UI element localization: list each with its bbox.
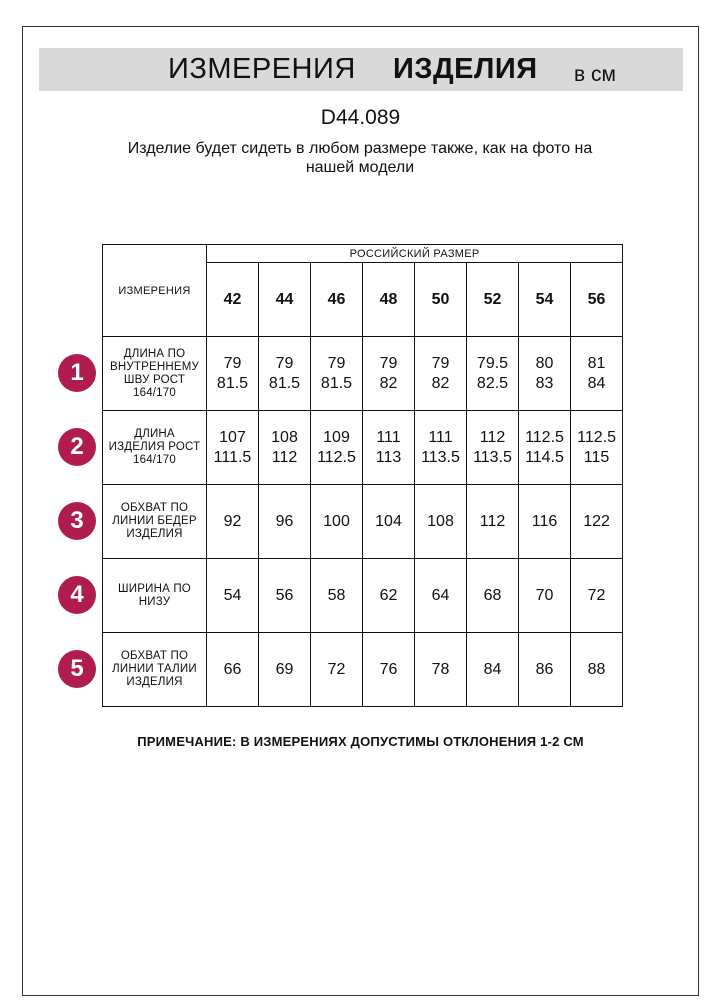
size-52: 52 xyxy=(467,263,519,337)
cell-value: 78 xyxy=(431,660,450,678)
title-banner xyxy=(39,48,683,91)
cell-value: 83 xyxy=(535,374,554,392)
fit-note: Изделие будет сидеть в любом размере также, как на фото на нашей модели xyxy=(127,140,593,176)
cell-value: 79 xyxy=(223,354,242,372)
product-code: D44.089 xyxy=(320,106,401,129)
cell-value: 76 xyxy=(379,660,398,678)
value-cell xyxy=(207,633,259,707)
value-cell xyxy=(415,485,467,559)
size-46: 46 xyxy=(311,263,363,337)
row-number-badge: 1 xyxy=(58,354,96,392)
cell-value: 79 xyxy=(431,354,450,372)
title-unit: в см xyxy=(574,63,616,86)
cell-value: 111 xyxy=(376,428,401,446)
cell-value: 79 xyxy=(327,354,346,372)
cell-value: 62 xyxy=(379,586,398,604)
cell-value: 116 xyxy=(531,512,558,530)
cell-value: 112.5 xyxy=(577,428,616,446)
size-48: 48 xyxy=(363,263,415,337)
value-cell xyxy=(519,485,571,559)
tolerance-note: ПРИМЕЧАНИЕ: В ИЗМЕРЕНИЯХ ДОПУСТИМЫ ОТКЛОНЕНИЯ 1-2 СМ xyxy=(137,734,584,749)
value-cell xyxy=(519,633,571,707)
cell-value: 68 xyxy=(483,586,502,604)
value-cell xyxy=(311,559,363,633)
cell-value: 84 xyxy=(483,660,502,678)
value-cell xyxy=(363,633,415,707)
cell-value: 86 xyxy=(535,660,554,678)
cell-value: 80 xyxy=(535,354,554,372)
cell-value: 113.5 xyxy=(473,448,512,466)
value-cell xyxy=(519,411,571,485)
cell-value: 96 xyxy=(275,512,294,530)
cell-value: 79.5 xyxy=(476,354,509,372)
value-cell xyxy=(571,485,623,559)
row-number-badge: 2 xyxy=(58,428,96,466)
row-label: ДЛИНА ИЗДЕЛИЯ РОСТ 164/170 xyxy=(103,411,207,485)
cell-value: 72 xyxy=(587,586,606,604)
size-50: 50 xyxy=(415,263,467,337)
table-row xyxy=(103,633,623,707)
value-cell xyxy=(311,337,363,411)
value-cell xyxy=(259,411,311,485)
table-row xyxy=(103,337,623,411)
value-cell xyxy=(311,633,363,707)
cell-value: 109 xyxy=(323,428,350,446)
value-cell xyxy=(571,411,623,485)
size-44: 44 xyxy=(259,263,311,337)
value-cell xyxy=(571,559,623,633)
value-cell xyxy=(467,559,519,633)
cell-value: 114.5 xyxy=(525,448,564,466)
value-cell xyxy=(311,485,363,559)
cell-value: 112 xyxy=(479,512,506,530)
title-word-measurements: ИЗМЕРЕНИЯ xyxy=(168,53,356,85)
russian-size-header: РОССИЙСКИЙ РАЗМЕР xyxy=(207,245,623,263)
row-number-badge: 5 xyxy=(58,650,96,688)
measurements-header: ИЗМЕРЕНИЯ xyxy=(103,245,207,337)
value-cell xyxy=(415,411,467,485)
cell-value: 108 xyxy=(427,512,454,530)
cell-value: 108 xyxy=(271,428,298,446)
value-cell xyxy=(207,411,259,485)
cell-value: 81 xyxy=(587,354,606,372)
table-row xyxy=(103,559,623,633)
cell-value: 113 xyxy=(375,448,402,466)
value-cell xyxy=(363,485,415,559)
value-cell xyxy=(363,411,415,485)
value-cell xyxy=(259,633,311,707)
row-label: ШИРИНА ПО НИЗУ xyxy=(103,559,207,633)
value-cell xyxy=(467,337,519,411)
cell-value: 122 xyxy=(583,512,610,530)
cell-value: 54 xyxy=(223,586,242,604)
cell-value: 115 xyxy=(583,448,610,466)
cell-value: 84 xyxy=(587,374,606,392)
value-cell xyxy=(207,337,259,411)
cell-value: 92 xyxy=(223,512,242,530)
row-number-badge: 4 xyxy=(58,576,96,614)
value-cell xyxy=(571,337,623,411)
value-cell xyxy=(415,559,467,633)
value-cell xyxy=(519,337,571,411)
cell-value: 112 xyxy=(479,428,506,446)
table-row xyxy=(103,485,623,559)
row-label: ОБХВАТ ПО ЛИНИИ ТАЛИИ ИЗДЕЛИЯ xyxy=(103,633,207,707)
value-cell xyxy=(259,485,311,559)
cell-value: 82 xyxy=(379,374,398,392)
cell-value: 72 xyxy=(327,660,346,678)
value-cell xyxy=(467,485,519,559)
cell-value: 111.5 xyxy=(213,448,252,466)
value-cell xyxy=(363,559,415,633)
value-cell xyxy=(519,559,571,633)
row-label: ОБХВАТ ПО ЛИНИИ БЕДЕР ИЗДЕЛИЯ xyxy=(103,485,207,559)
cell-value: 69 xyxy=(275,660,294,678)
cell-value: 112 xyxy=(271,448,298,466)
size-54: 54 xyxy=(519,263,571,337)
cell-value: 56 xyxy=(275,586,294,604)
value-cell xyxy=(415,633,467,707)
measurements-table xyxy=(102,244,623,707)
cell-value: 104 xyxy=(375,512,402,530)
cell-value: 113.5 xyxy=(421,448,460,466)
cell-value: 81.5 xyxy=(320,374,353,392)
cell-value: 100 xyxy=(323,512,350,530)
cell-value: 81.5 xyxy=(268,374,301,392)
cell-value: 107 xyxy=(219,428,246,446)
cell-value: 79 xyxy=(379,354,398,372)
cell-value: 112.5 xyxy=(525,428,564,446)
value-cell xyxy=(571,633,623,707)
cell-value: 58 xyxy=(327,586,346,604)
cell-value: 81.5 xyxy=(216,374,249,392)
cell-value: 79 xyxy=(275,354,294,372)
value-cell xyxy=(311,411,363,485)
value-cell xyxy=(259,337,311,411)
value-cell xyxy=(259,559,311,633)
table-row xyxy=(103,411,623,485)
row-number-badge: 3 xyxy=(58,502,96,540)
value-cell xyxy=(415,337,467,411)
cell-value: 66 xyxy=(223,660,242,678)
value-cell xyxy=(363,337,415,411)
size-56: 56 xyxy=(571,263,623,337)
cell-value: 82 xyxy=(431,374,450,392)
cell-value: 112.5 xyxy=(317,448,356,466)
cell-value: 82.5 xyxy=(476,374,509,392)
cell-value: 88 xyxy=(587,660,606,678)
title-word-garment: ИЗДЕЛИЯ xyxy=(393,53,538,85)
size-42: 42 xyxy=(207,263,259,337)
value-cell xyxy=(467,411,519,485)
cell-value: 111 xyxy=(428,428,453,446)
row-label: ДЛИНА ПО ВНУТРЕННЕМУ ШВУ РОСТ 164/170 xyxy=(103,337,207,411)
cell-value: 70 xyxy=(535,586,554,604)
value-cell xyxy=(207,485,259,559)
value-cell xyxy=(207,559,259,633)
value-cell xyxy=(467,633,519,707)
cell-value: 64 xyxy=(431,586,450,604)
